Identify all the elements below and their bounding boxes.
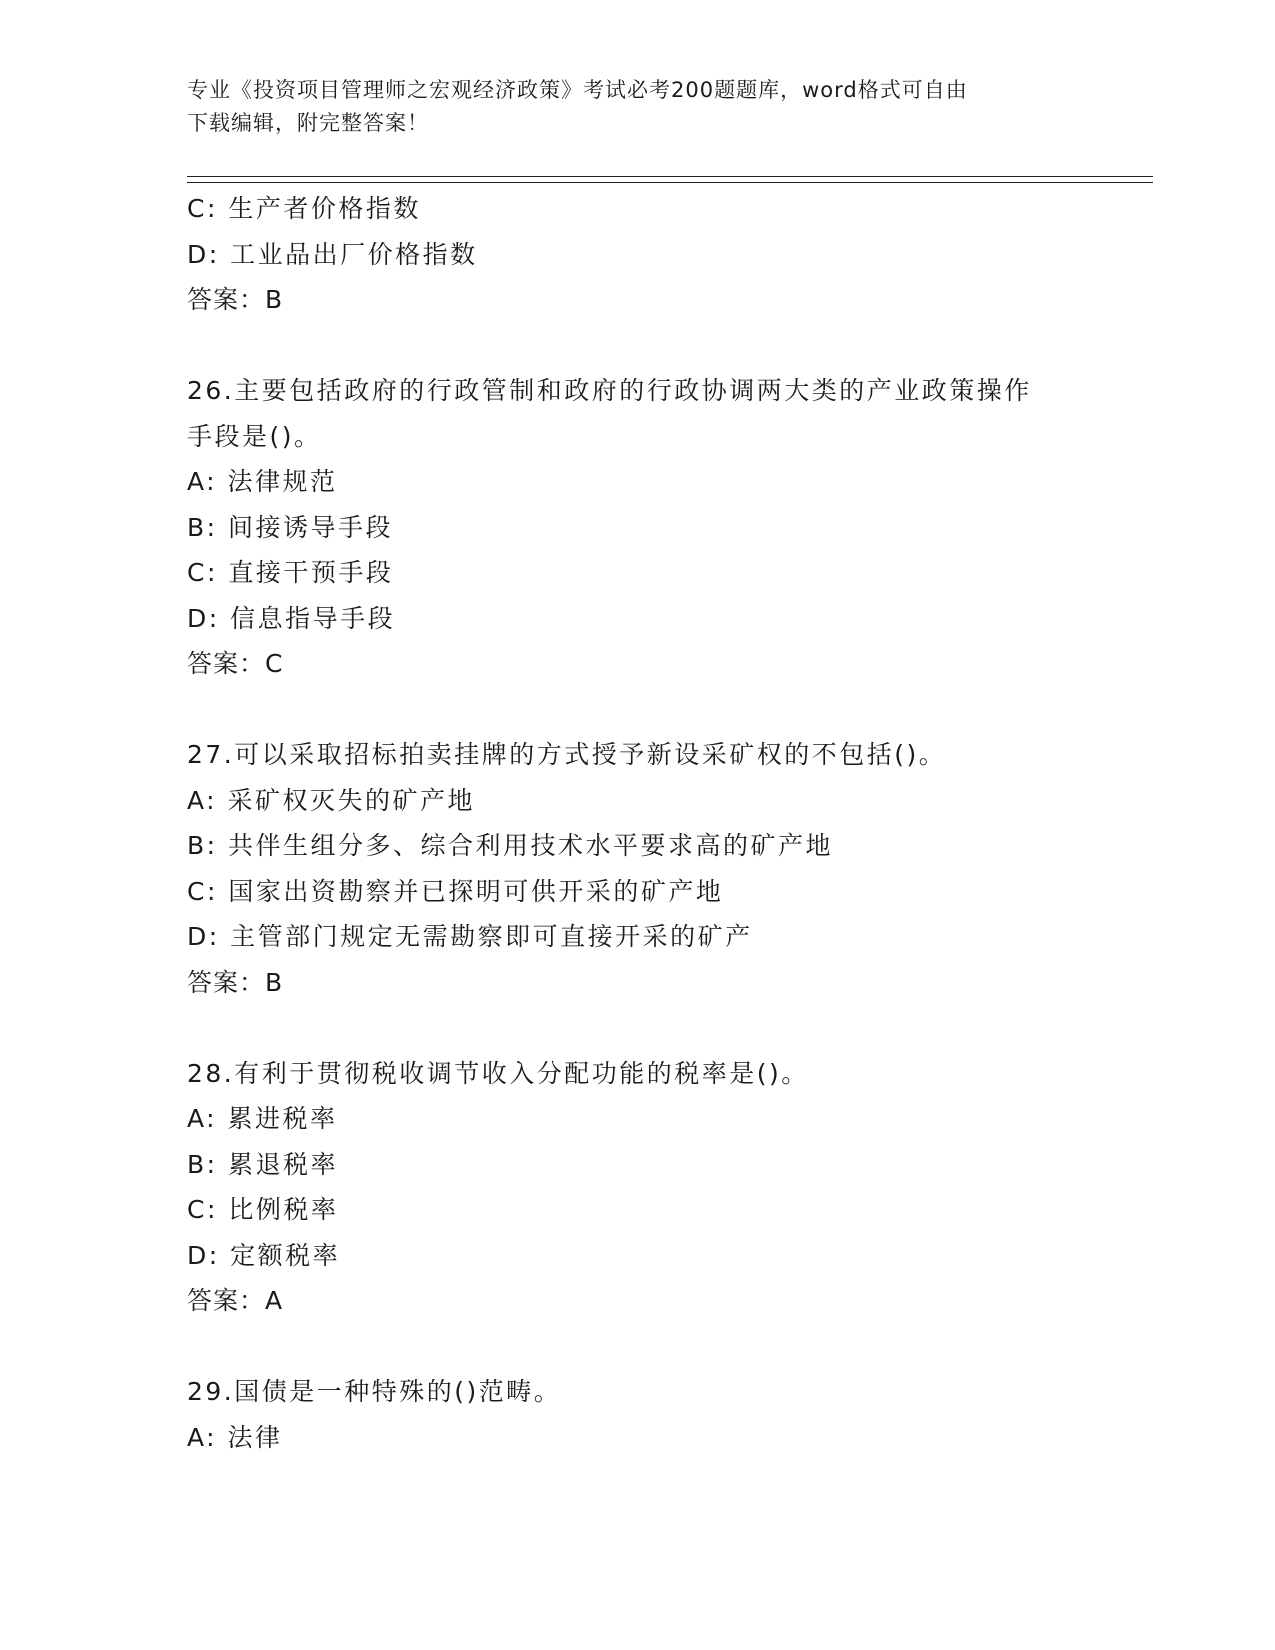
option-b: B: 共伴生组分多、综合利用技术水平要求高的矿产地 <box>187 831 834 860</box>
spacer <box>187 1005 1087 1051</box>
option-a: A: 法律规范 <box>187 467 338 496</box>
header-rule-bottom <box>187 182 1153 183</box>
option-b: B: 间接诱导手段 <box>187 512 394 542</box>
option-b: B: 累退税率 <box>187 1149 339 1179</box>
answer: 答案：B <box>187 285 284 314</box>
option-d: D: 定额税率 <box>187 1240 341 1270</box>
answer: 答案：B <box>187 967 284 997</box>
spacer <box>187 1324 1087 1370</box>
option-c: C: 比例税率 <box>187 1195 339 1224</box>
spacer <box>187 687 1087 733</box>
question-stem: 29.国债是一种特殊的()范畴。 <box>187 1377 562 1406</box>
option-a: A: 累进税率 <box>187 1104 338 1133</box>
option-c: C: 直接干预手段 <box>187 558 394 587</box>
option-a: A: 采矿权灭失的矿产地 <box>187 785 476 815</box>
option-c: C: 国家出资勘察并已探明可供开采的矿产地 <box>187 876 724 906</box>
answer: 答案：C <box>187 649 284 678</box>
header-line-1: 专业《投资项目管理师之宏观经济政策》考试必考200题题库，word格式可自由 <box>187 78 968 102</box>
question-stem: 28.有利于贯彻税收调节收入分配功能的税率是()。 <box>187 1058 809 1088</box>
option-d: D: 主管部门规定无需勘察即可直接开采的矿产 <box>187 922 753 951</box>
option-d: D: 信息指导手段 <box>187 603 396 633</box>
option-c: C: 生产者价格指数 <box>187 194 421 223</box>
document-header <box>187 74 1067 140</box>
spacer <box>187 323 1087 369</box>
header-line-2: 下载编辑，附完整答案！ <box>187 111 429 135</box>
question-stem: 26.主要包括政府的行政管制和政府的行政协调两大类的产业政策操作 <box>187 376 1032 405</box>
answer: 答案：A <box>187 1286 284 1315</box>
question-stem: 27.可以采取招标拍卖挂牌的方式授予新设采矿权的不包括()。 <box>187 740 947 769</box>
question-stem: 手段是()。 <box>187 421 322 451</box>
header-rule-top <box>187 176 1153 177</box>
option-a: A: 法律 <box>187 1422 283 1452</box>
option-d: D: 工业品出厂价格指数 <box>187 239 478 269</box>
document-body <box>187 186 1087 1460</box>
